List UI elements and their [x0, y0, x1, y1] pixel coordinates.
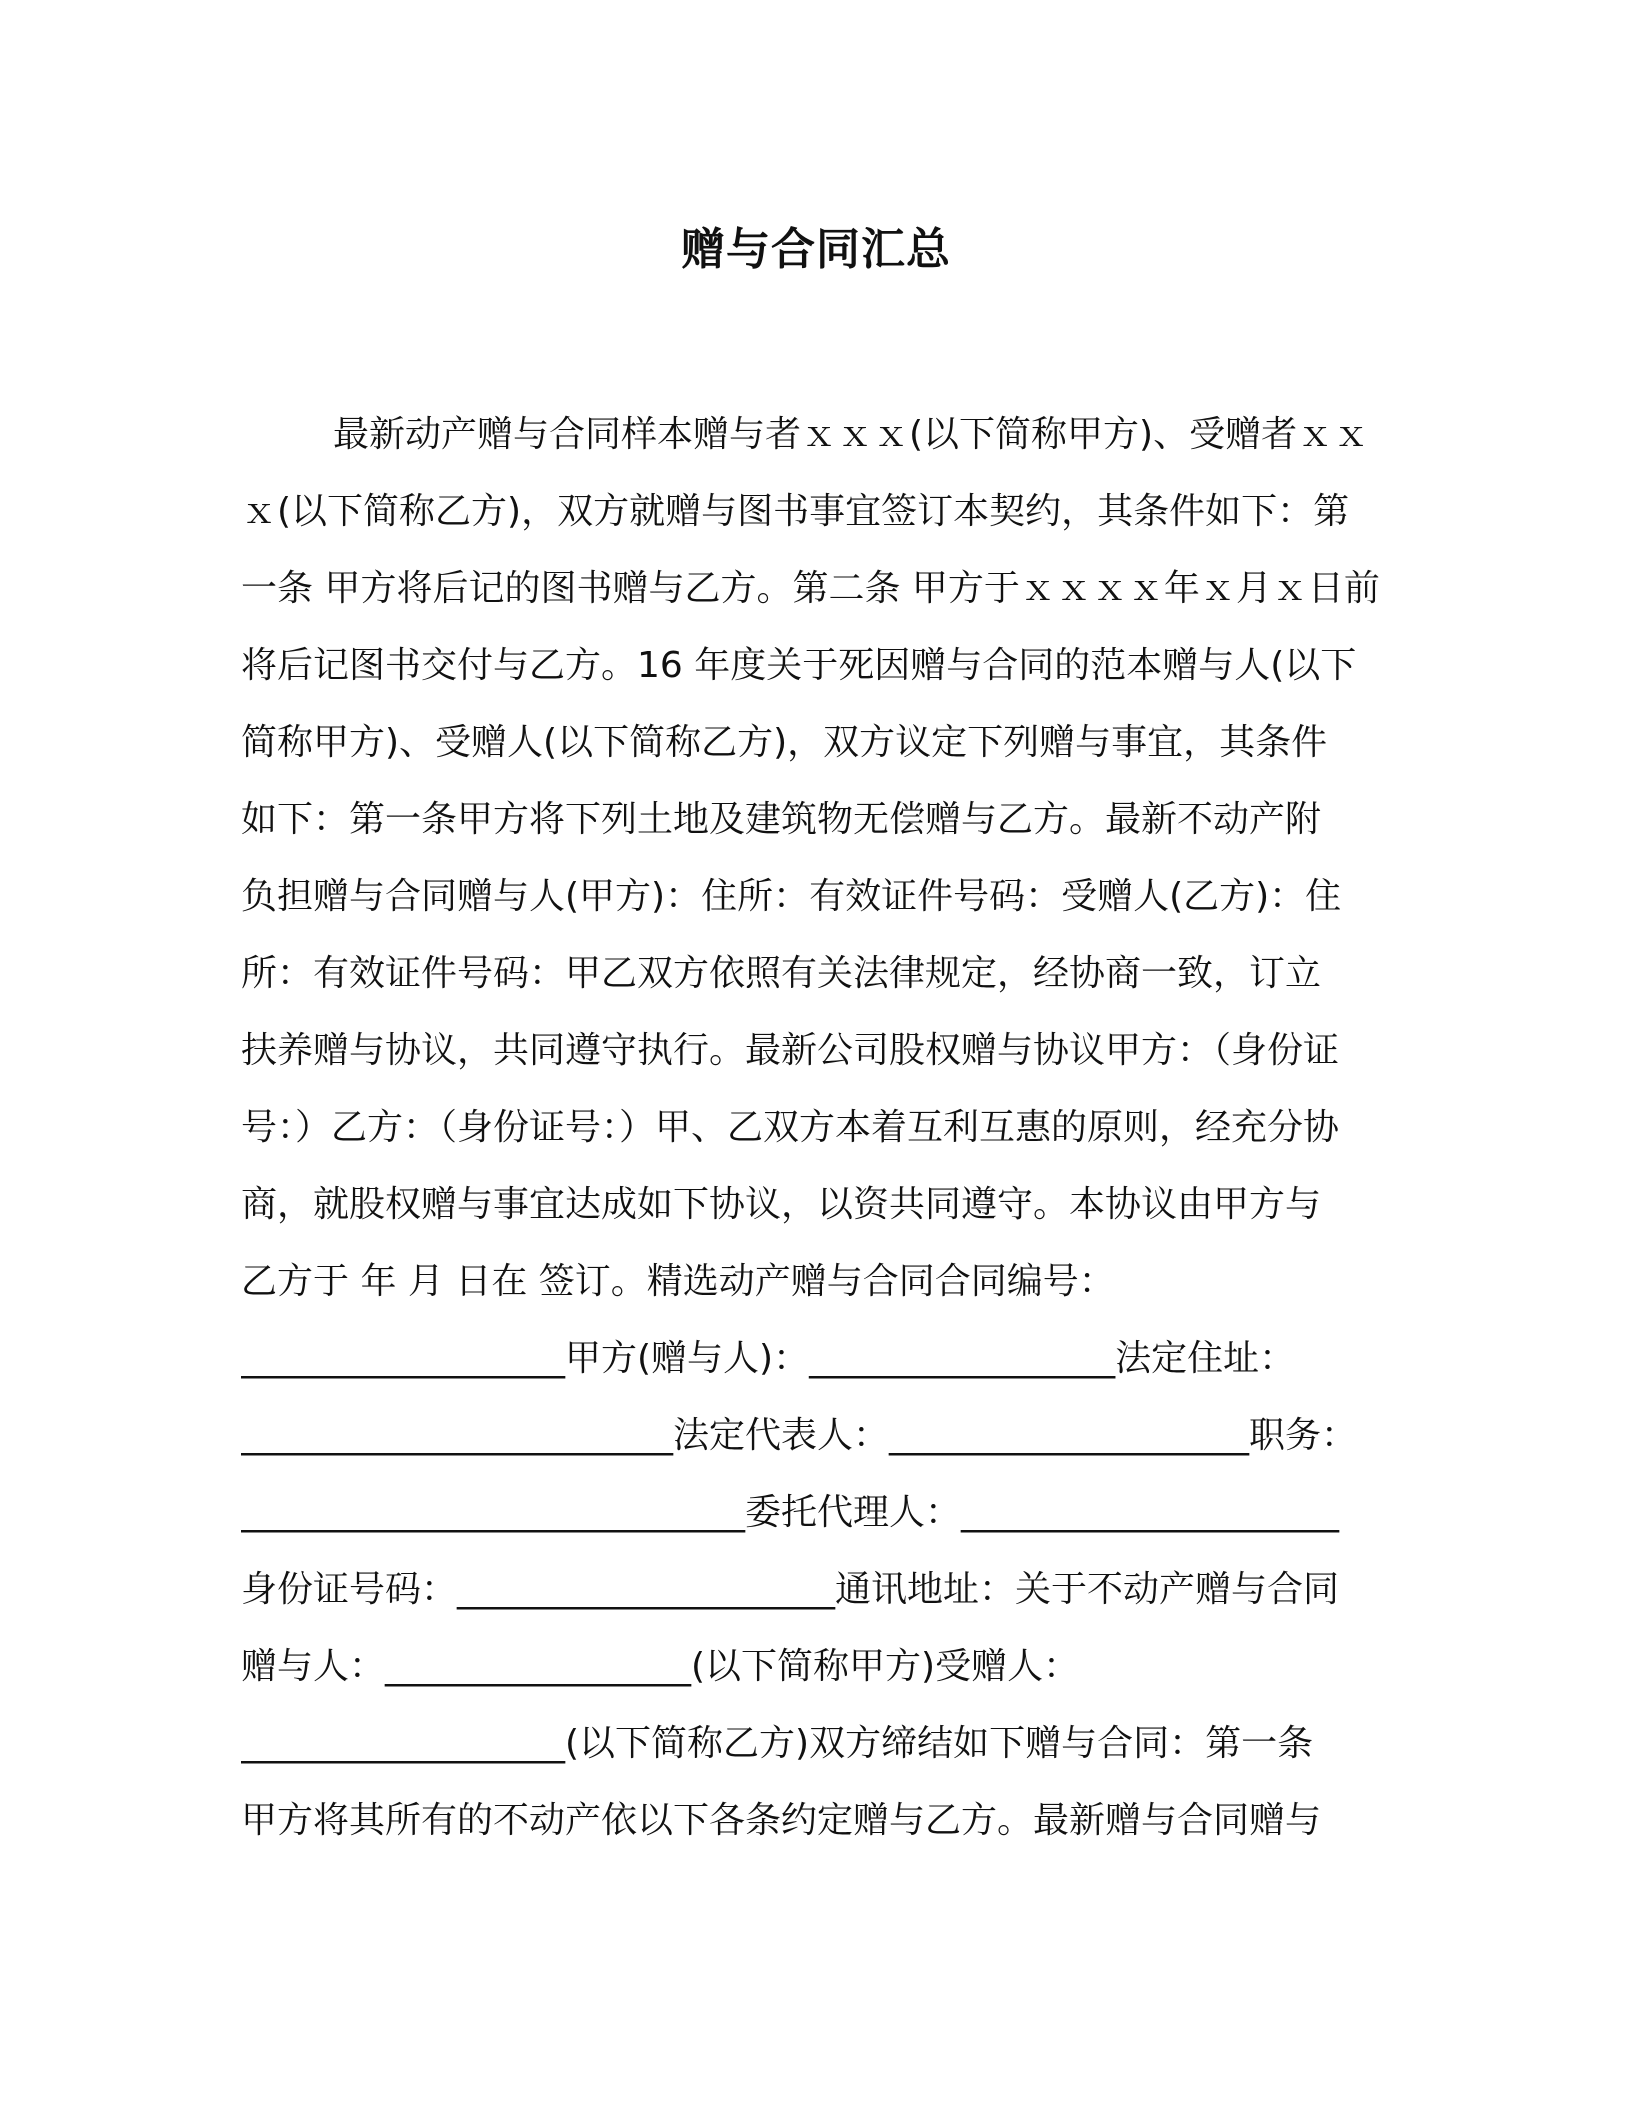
paragraph-line: 负担赠与合同赠与人(甲方)：住所：有效证件号码：受赠人(乙方)：住 — [241, 876, 1342, 917]
form-field-line: __________________甲方(赠与人)：_________________法定住址： — [241, 1338, 1296, 1379]
paragraph-line: 最新动产赠与合同样本赠与者ｘｘｘ(以下简称甲方)、受赠者ｘｘ — [333, 414, 1370, 455]
paragraph-line: 如下：第一条甲方将下列土地及建筑物无偿赠与乙方。最新不动产附 — [241, 799, 1322, 840]
document-title: 赠与合同汇总 — [681, 224, 951, 275]
form-field-line: ________________________法定代表人：____________________职务： — [241, 1415, 1358, 1456]
paragraph-line: ｘ(以下简称乙方)，双方就赠与图书事宜签订本契约，其条件如下：第 — [241, 491, 1350, 532]
document-body — [241, 396, 1391, 1859]
paragraph-line: 甲方将其所有的不动产依以下各条约定赠与乙方。最新赠与合同赠与 — [241, 1800, 1322, 1841]
paragraph-line: 号：）乙方：（身份证号：）甲、乙双方本着互利互惠的原则，经充分协 — [241, 1107, 1340, 1148]
form-field-line: __________________(以下简称乙方)双方缔结如下赠与合同：第一条 — [241, 1723, 1314, 1764]
paragraph-line: 一条 甲方将后记的图书赠与乙方。第二条 甲方于ｘｘｘｘ年ｘ月ｘ日前 — [241, 568, 1380, 609]
form-field-line: ____________________________委托代理人：_____________________ — [241, 1492, 1340, 1533]
paragraph-line: 乙方于 年 月 日在 签订。精选动产赠与合同合同编号： — [241, 1261, 1115, 1302]
paragraph-line: 将后记图书交付与乙方。16 年度关于死因赠与合同的范本赠与人(以下 — [241, 645, 1357, 686]
paragraph-line: 简称甲方)、受赠人(以下简称乙方)，双方议定下列赠与事宜，其条件 — [241, 722, 1328, 763]
form-field-line: 身份证号码：_____________________通讯地址：关于不动产赠与合同 — [241, 1569, 1340, 1610]
form-field-line: 赠与人：_________________(以下简称甲方)受赠人： — [241, 1646, 1080, 1687]
paragraph-line: 商，就股权赠与事宜达成如下协议，以资共同遵守。本协议由甲方与 — [241, 1184, 1322, 1225]
paragraph-line: 所：有效证件号码：甲乙双方依照有关法律规定，经协商一致，订立 — [241, 953, 1322, 994]
paragraph-line: 扶养赠与协议，共同遵守执行。最新公司股权赠与协议甲方：（身份证 — [241, 1030, 1340, 1071]
